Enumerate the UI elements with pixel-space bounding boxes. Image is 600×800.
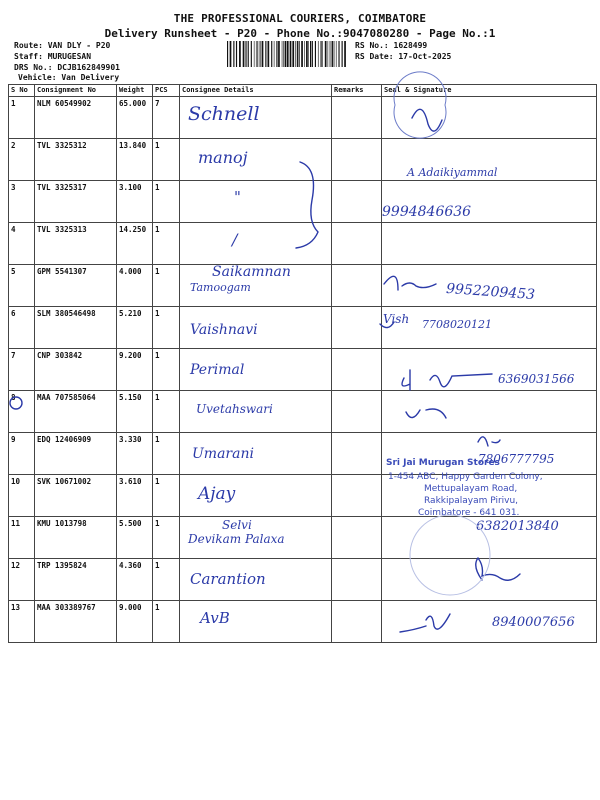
cell-consignment-no: TVL 3325312 xyxy=(35,139,117,181)
signature-row6 xyxy=(380,322,394,328)
cell-sno: 11 xyxy=(9,517,35,559)
signature-row1 xyxy=(412,109,442,131)
cell-sno: 6 xyxy=(9,307,35,349)
handwritten-consignee-10: Ajay xyxy=(198,484,236,504)
handwritten-phone-3: 9994846636 xyxy=(382,204,472,220)
cell-consignment-no: MAA 707585064 xyxy=(35,391,117,433)
cell-weight: 5.210 xyxy=(117,307,153,349)
cell-weight: 65.000 xyxy=(117,97,153,139)
bracket-mark xyxy=(296,162,318,248)
cell-consignment-no: CNP 303842 xyxy=(35,349,117,391)
col-consignee: Consignee Details xyxy=(180,85,332,97)
stamp-address-line4: Coimbatore - 641 031. xyxy=(418,508,520,518)
cell-weight: 9.000 xyxy=(117,601,153,643)
cell-weight: 14.250 xyxy=(117,223,153,265)
cell-sno: 4 xyxy=(9,223,35,265)
cell-weight: 4.360 xyxy=(117,559,153,601)
signature-row12 xyxy=(476,558,520,580)
cell-sno: 13 xyxy=(9,601,35,643)
handwritten-consignee-8: Uvetahswari xyxy=(196,402,273,416)
handwritten-consignee-1: Schnell xyxy=(188,103,260,125)
cell-sno: 12 xyxy=(9,559,35,601)
signature-row5 xyxy=(384,276,436,290)
col-signature: Seal & Signature xyxy=(382,85,597,97)
handwritten-consignee-7: Perimal xyxy=(190,362,245,378)
handwritten-consignee-6: Vaishnavi xyxy=(190,322,258,338)
stamp-shop-name: Sri Jai Murugan Stores xyxy=(386,458,500,468)
stamp-address-line1: 1-454 ABC, Happy Garden Colony, xyxy=(388,472,543,482)
cell-consignment-no: SLM 380546498 xyxy=(35,307,117,349)
handwritten-signature-2: A Adaikiyammal xyxy=(407,166,498,179)
stamp-address-line3: Rakkipalayam Pirivu, xyxy=(424,496,519,506)
cell-pcs: 1 xyxy=(153,559,180,601)
cell-sno: 7 xyxy=(9,349,35,391)
cell-pcs: 1 xyxy=(153,265,180,307)
signature-row8 xyxy=(406,409,446,418)
cell-sno: 3 xyxy=(9,181,35,223)
signature-row7 xyxy=(402,370,492,390)
cell-sno: 10 xyxy=(9,475,35,517)
handwritten-phone-6: 7708020121 xyxy=(422,318,492,331)
rs-date: RS Date: 17-Oct-2025 xyxy=(355,52,452,61)
rs-number: RS No.: 1628499 xyxy=(355,41,428,50)
cell-pcs: 1 xyxy=(153,139,180,181)
vehicle-label: Vehicle: Van Delivery xyxy=(18,73,120,82)
signature-row13 xyxy=(400,614,450,632)
cell-sno: 5 xyxy=(9,265,35,307)
cell-pcs: 1 xyxy=(153,517,180,559)
col-sno: S No xyxy=(9,85,35,97)
handwritten-consignee-13: AvB xyxy=(200,609,230,627)
cell-weight: 5.500 xyxy=(117,517,153,559)
handwritten-signature-6: Vish xyxy=(383,312,410,326)
handwritten-consignee-11b: Devikam Palaxa xyxy=(188,532,285,546)
cell-pcs: 1 xyxy=(153,223,180,265)
cell-pcs: 7 xyxy=(153,97,180,139)
handwritten-phone-9: 7806777795 xyxy=(478,452,555,466)
cell-pcs: 1 xyxy=(153,349,180,391)
cell-pcs: 1 xyxy=(153,307,180,349)
cell-sno: 9 xyxy=(9,433,35,475)
cell-consignment-no: NLM 60549902 xyxy=(35,97,117,139)
cell-consignment-no: EDQ 12406909 xyxy=(35,433,117,475)
cell-consignment-no: TVL 3325313 xyxy=(35,223,117,265)
handwritten-consignee-3: " xyxy=(234,188,241,206)
cell-consignment-no: SVK 10671002 xyxy=(35,475,117,517)
cell-pcs: 1 xyxy=(153,433,180,475)
handwritten-phone-7: 6369031566 xyxy=(498,372,575,386)
runsheet-company-title: THE PROFESSIONAL COURIERS, COIMBATORE xyxy=(173,12,427,25)
col-weight: Weight xyxy=(117,85,153,97)
route-label: Route: VAN DLY - P20 xyxy=(14,41,111,50)
col-remarks: Remarks xyxy=(332,85,382,97)
handwritten-consignee-5: Saikamnan xyxy=(212,264,291,280)
cell-weight: 9.200 xyxy=(117,349,153,391)
cell-consignment-no: MAA 303389767 xyxy=(35,601,117,643)
cell-weight: 3.610 xyxy=(117,475,153,517)
cell-weight: 4.000 xyxy=(117,265,153,307)
handwritten-phone-11: 6382013840 xyxy=(476,519,559,534)
cell-consignment-no: TVL 3325317 xyxy=(35,181,117,223)
cell-pcs: 1 xyxy=(153,391,180,433)
handwritten-consignee-4: / xyxy=(232,230,238,249)
handwritten-phone-5: 9952209453 xyxy=(445,280,536,304)
col-consignment: Consignment No xyxy=(35,85,117,97)
cell-weight: 3.100 xyxy=(117,181,153,223)
stamp-address-line2: Mettupalayam Road, xyxy=(424,484,518,494)
cell-sno: 1 xyxy=(9,97,35,139)
faint-round-stamp xyxy=(410,515,490,595)
runsheet-subtitle: Delivery Runsheet - P20 - Phone No.:9047080280 - Page No.:1 xyxy=(104,27,496,40)
cell-pcs: 1 xyxy=(153,475,180,517)
handwritten-consignee-2: manoj xyxy=(198,148,248,167)
circled-number-8 xyxy=(10,397,22,409)
cell-consignment-no: GPM 5541307 xyxy=(35,265,117,307)
handwritten-consignee-5-struck: Tamoogam xyxy=(190,281,251,294)
cell-sno: 2 xyxy=(9,139,35,181)
cell-pcs: 1 xyxy=(153,601,180,643)
cell-consignment-no: KMU 1013798 xyxy=(35,517,117,559)
handwritten-consignee-9: Umarani xyxy=(192,446,254,462)
handwritten-consignee-12: Carantion xyxy=(190,570,266,588)
signature-row9 xyxy=(478,437,500,446)
cell-weight: 13.840 xyxy=(117,139,153,181)
staff-label: Staff: MURUGESAN xyxy=(14,52,92,61)
cell-consignment-no: TRP 1395824 xyxy=(35,559,117,601)
cell-sno: 8 xyxy=(9,391,35,433)
cell-weight: 3.330 xyxy=(117,433,153,475)
handwritten-consignee-11: Selvi xyxy=(222,518,252,532)
drs-number: DRS No.: DCJB162849901 xyxy=(14,63,120,72)
handwritten-phone-13: 8940007656 xyxy=(492,615,575,630)
cell-weight: 5.150 xyxy=(117,391,153,433)
cell-pcs: 1 xyxy=(153,181,180,223)
col-pcs: PCS xyxy=(153,85,180,97)
